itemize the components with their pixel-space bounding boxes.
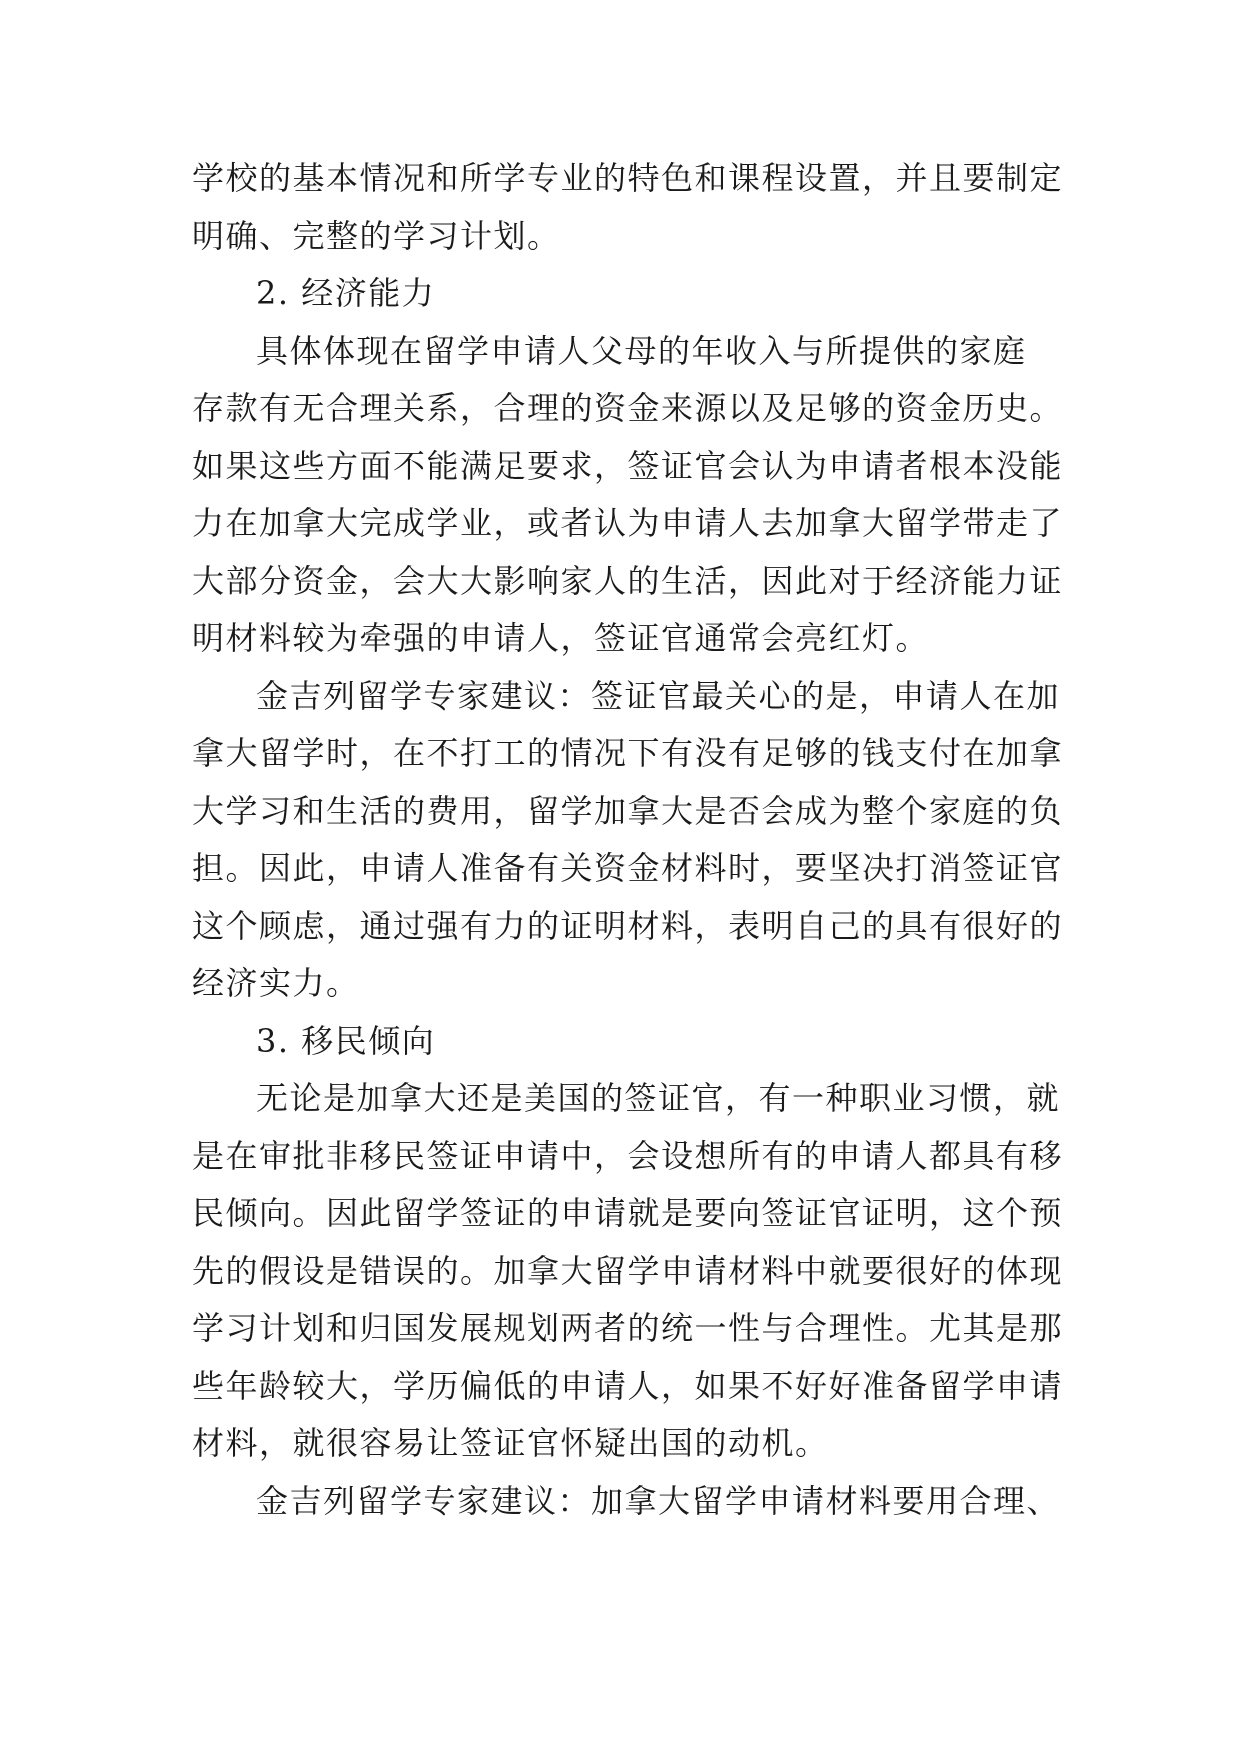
- text-line: 大部分资金，会大大影响家人的生活，因此对于经济能力证: [192, 561, 1064, 600]
- text-line: 明确、完整的学习计划。: [192, 216, 561, 255]
- text-line: 大学习和生活的费用，留学加拿大是否会成为整个家庭的负: [192, 791, 1064, 830]
- section-heading-economic-ability: 2. 经济能力: [256, 274, 436, 312]
- text-line: 些年龄较大，学历偏低的申请人，如果不好好准备留学申请: [192, 1366, 1064, 1405]
- text-line: 是在审批非移民签证申请中，会设想所有的申请人都具有移: [192, 1136, 1064, 1175]
- text-line: 拿大留学时，在不打工的情况下有没有足够的钱支付在加拿: [192, 734, 1064, 772]
- text-line: 力在加拿大完成学业，或者认为申请人去加拿大留学带走了: [192, 504, 1064, 542]
- text-line: 材料，就很容易让签证官怀疑出国的动机。: [192, 1424, 829, 1462]
- text-line: 如果这些方面不能满足要求，签证官会认为申请者根本没能: [192, 446, 1064, 485]
- paragraph-start: 金吉列留学专家建议：签证官最关心的是，申请人在加: [256, 676, 1061, 715]
- paragraph-start: 具体体现在留学申请人父母的年收入与所提供的家庭: [256, 331, 1027, 370]
- text-line: 经济实力。: [192, 964, 360, 1002]
- document-body: [192, 150, 1068, 1530]
- text-line: 先的假设是错误的。加拿大留学申请材料中就要很好的体现: [192, 1251, 1064, 1290]
- text-line: 明材料较为牵强的申请人，签证官通常会亮红灯。: [192, 619, 930, 657]
- text-line: 存款有无合理关系，合理的资金来源以及足够的资金历史。: [192, 389, 1064, 427]
- text-line: 这个顾虑，通过强有力的证明材料，表明自己的具有很好的: [192, 906, 1064, 945]
- paragraph-start: 无论是加拿大还是美国的签证官，有一种职业习惯，就: [256, 1079, 1061, 1117]
- text-line: 学校的基本情况和所学专业的特色和课程设置，并且要制定: [192, 159, 1064, 197]
- text-line: 担。因此，申请人准备有关资金材料时，要坚决打消签证官: [192, 849, 1064, 887]
- text-line: 民倾向。因此留学签证的申请就是要向签证官证明，这个预: [192, 1194, 1064, 1232]
- section-heading-immigration-tendency: 3. 移民倾向: [256, 1021, 436, 1060]
- text-line: 学习计划和归国发展规划两者的统一性与合理性。尤其是那: [192, 1309, 1064, 1347]
- paragraph-start: 金吉列留学专家建议：加拿大留学申请材料要用合理、: [256, 1481, 1061, 1520]
